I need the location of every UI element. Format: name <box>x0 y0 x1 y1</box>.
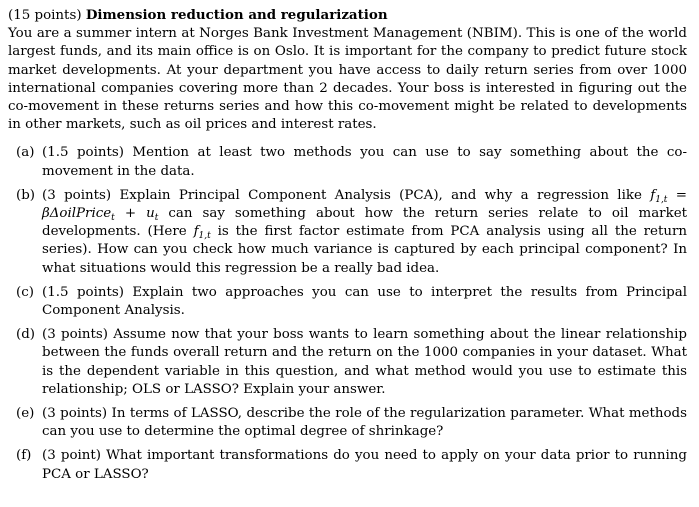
question-e <box>8 405 687 441</box>
problem-heading <box>8 6 687 25</box>
math-error: + $u_t$ <box>114 206 159 224</box>
question-a <box>8 144 687 180</box>
problem-intro: You are a summer intern at Norges Bank Investment Management (NBIM). This is one of the world largest funds, and its main office is on Oslo. It is important for the company to predict future stock market developments. At your department you have access to daily return series from over 1000 international companies covering more than 2 decades. Your boss is interested in figuring out the co-movement in these returns series and how this co-movement might be related to developments in other markets, such as oil prices and interest rates. <box>8 26 687 133</box>
question-d <box>8 326 687 399</box>
question-text: (3 points) In terms of LASSO, describe the role of the regularization parameter. What methods can you use to determine the optimal degree of shrinkage? <box>42 406 687 440</box>
problem-points: (15 points) <box>8 8 82 23</box>
question-text: (1.5 points) Explain two approaches you can use to interpret the results from Principal Component Analysis. <box>42 284 687 319</box>
question-label: (f) <box>16 448 32 464</box>
question-label: (b) <box>16 187 36 203</box>
question-f <box>8 447 687 483</box>
math-oil-price: βΔoilPrice$_t$ <box>42 206 115 224</box>
question-text <box>42 187 687 278</box>
math-factor: $f_{1,t}$ <box>650 187 668 205</box>
question-label: (e) <box>16 406 35 422</box>
question-text: (3 point) What important transformations do you need to apply on your data prior to running PCA or LASSO? <box>42 448 687 482</box>
question-text: (1.5 points) Mention at least two methods you can use to say something about the co-movement in the data. <box>42 145 687 179</box>
math-factor-ref: $f_{1,t}$ <box>193 224 211 242</box>
question-label: (c) <box>16 284 34 300</box>
question-list <box>8 144 687 483</box>
math-equals: = <box>667 187 688 203</box>
question-b-text-2: can say something about how the return series relate to oil market developments. (Here <box>42 206 688 240</box>
question-b-text-3: is the first factor estimate from PCA analysis using all the return series). How can you check how much variance is captured by each principal component? In what situations would this regression be a really bad idea. <box>42 224 688 276</box>
question-label: (d) <box>16 327 36 343</box>
problem-title: Dimension reduction and regularization <box>85 7 388 23</box>
question-b-text-1: (3 points) Explain Principal Component Analysis (PCA), and why a regression like <box>42 187 642 203</box>
question-b <box>8 187 687 278</box>
question-label: (a) <box>16 145 35 161</box>
question-c <box>8 284 687 320</box>
question-text: (3 points) Assume now that your boss wants to learn something about the linear relationship between the funds overall return and the return on the 1000 companies in your dataset. What is the dependent variable in this question, and what method would you use to estimate this relationship; OLS or LASSO? Explain your answer. <box>42 327 687 397</box>
